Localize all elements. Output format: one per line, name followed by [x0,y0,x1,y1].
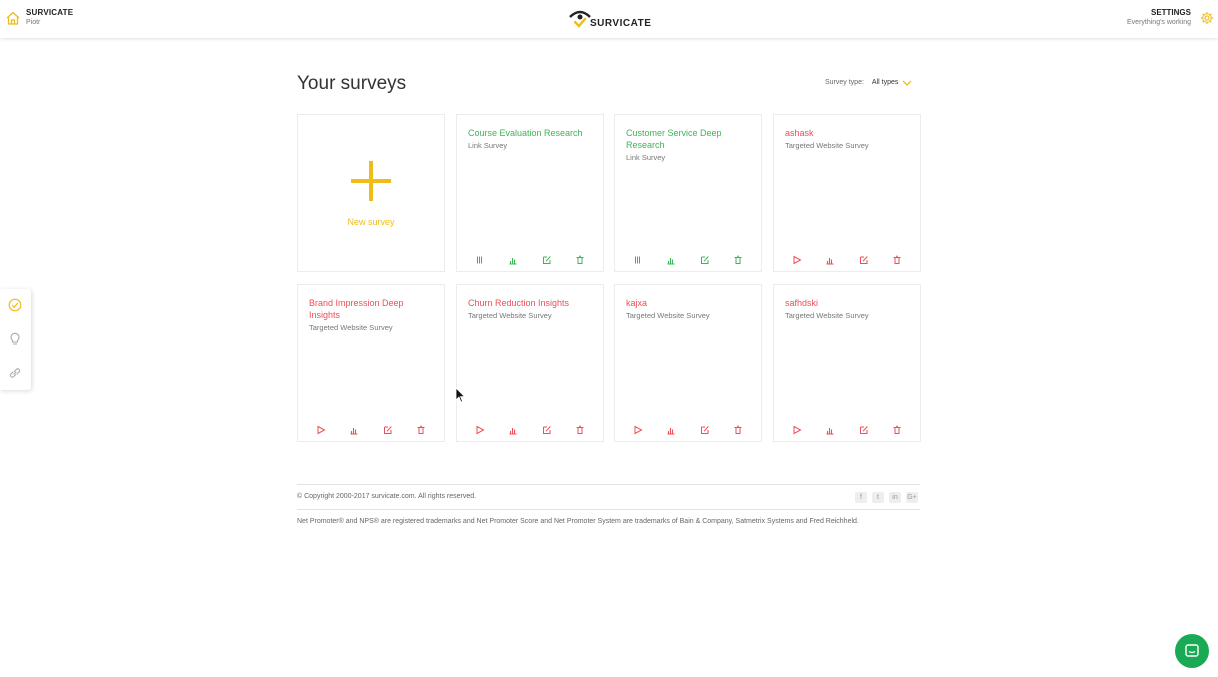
check-circle-icon[interactable] [8,298,22,312]
stats-button[interactable] [666,255,676,265]
survey-type: Targeted Website Survey [309,323,393,332]
home-icon[interactable] [5,10,21,26]
stats-icon [666,255,676,265]
edit-icon [700,255,710,265]
survey-title[interactable]: Brand Impression Deep Insights [309,298,404,320]
survey-actions [298,425,444,435]
pause-icon [633,255,643,265]
play-button[interactable] [475,425,485,435]
play-icon [475,425,485,435]
pause-button[interactable] [633,255,643,265]
user-name: Piotr [26,19,41,26]
chevron-down-icon [902,80,912,86]
survey-card[interactable] [614,114,762,272]
survey-type-filter [825,79,912,86]
facebook-icon[interactable]: f [855,492,867,503]
logo-text: SURVICATE [590,18,652,29]
social-links [855,492,918,503]
survey-type: Link Survey [468,141,508,150]
stats-icon [349,425,359,435]
survey-title-block [785,297,913,321]
edit-button[interactable] [700,255,710,265]
trash-button[interactable] [892,255,902,265]
logo-mark-icon [568,8,592,28]
trash-icon [733,425,743,435]
edit-button[interactable] [859,425,869,435]
play-button[interactable] [792,425,802,435]
trash-button[interactable] [733,425,743,435]
survey-actions [615,255,761,265]
survey-card[interactable] [773,284,921,442]
footer-divider [297,509,920,510]
survey-card[interactable] [614,284,762,442]
play-icon [316,425,326,435]
play-icon [633,425,643,435]
survey-title[interactable]: Churn Reduction Insights [468,298,570,308]
survey-type: Targeted Website Survey [785,311,869,320]
survey-type: Targeted Website Survey [468,311,552,320]
survey-title-block [468,297,596,321]
chat-icon [1184,643,1200,659]
brand-block[interactable] [26,8,73,26]
stats-icon [508,425,518,435]
survey-type: Targeted Website Survey [626,311,710,320]
edit-icon [542,425,552,435]
survey-actions [615,425,761,435]
survey-card[interactable] [297,284,445,442]
survey-title-block [468,127,596,151]
trash-icon [575,255,585,265]
pause-icon [475,255,485,265]
play-icon [792,255,802,265]
chat-button[interactable] [1175,634,1209,668]
edit-button[interactable] [700,425,710,435]
link-icon[interactable] [8,366,22,380]
footer-divider [297,484,920,485]
edit-icon [700,425,710,435]
edit-icon [542,255,552,265]
settings-status: Everything's working [1127,19,1191,26]
top-bar [0,0,1218,38]
new-survey-label: New survey [347,217,395,227]
edit-icon [859,425,869,435]
settings-label: SETTINGS [1150,8,1191,17]
survicate-logo[interactable] [568,6,658,32]
trash-button[interactable] [733,255,743,265]
stats-icon [666,425,676,435]
linkedin-icon[interactable]: in [889,492,901,503]
filter-dropdown[interactable] [872,79,912,86]
survey-actions [457,255,603,265]
stats-button[interactable] [349,425,359,435]
filter-label: Survey type: [825,79,864,86]
trash-icon [416,425,426,435]
survey-card[interactable] [456,114,604,272]
trash-button[interactable] [575,255,585,265]
survey-title[interactable]: Customer Service Deep Research [626,128,722,150]
settings-block[interactable] [1127,8,1191,26]
edit-button[interactable] [383,425,393,435]
survey-actions [774,255,920,265]
copyright-text: © Copyright 2000-2017 survicate.com. All rights reserved. [297,493,477,500]
lightbulb-icon[interactable] [8,332,22,346]
survey-title-block [626,297,754,321]
survey-actions [457,425,603,435]
survey-card[interactable] [773,114,921,272]
trademark-text: Net Promoter® and NPS® are registered trademarks and Net Promoter Score and Net Promoter System are trademarks of Bain & Company, Satmetrix Systems and Fred Reichheld. [297,518,859,525]
survey-title-block [626,127,754,163]
plus-icon [351,161,391,201]
brand-name: SURVICATE [26,8,74,17]
stats-button[interactable] [508,425,518,435]
trash-icon [733,255,743,265]
page-title: Your surveys [297,73,407,94]
survey-card[interactable] [456,284,604,442]
pause-button[interactable] [475,255,485,265]
edit-icon [383,425,393,435]
edit-button[interactable] [542,255,552,265]
trash-button[interactable] [416,425,426,435]
play-icon [792,425,802,435]
survey-actions [774,425,920,435]
stats-button[interactable] [825,255,835,265]
survey-title-block [309,297,437,333]
survey-type: Link Survey [626,153,666,162]
survey-title-block [785,127,913,151]
edit-icon [859,255,869,265]
stats-icon [825,255,835,265]
survey-title[interactable]: ashask [785,128,814,138]
trash-icon [575,425,585,435]
mouse-cursor-icon [455,387,465,403]
trash-icon [892,255,902,265]
stats-button[interactable] [508,255,518,265]
left-rail [0,289,31,390]
twitter-icon[interactable]: t [872,492,884,503]
edit-button[interactable] [542,425,552,435]
trash-icon [892,425,902,435]
survey-title[interactable]: Course Evaluation Research [468,128,583,138]
play-button[interactable] [792,255,802,265]
trash-button[interactable] [575,425,585,435]
stats-icon [508,255,518,265]
filter-value: All types [871,79,899,86]
survey-type: Targeted Website Survey [785,141,869,150]
gear-icon[interactable] [1200,11,1214,25]
stats-button[interactable] [666,425,676,435]
play-button[interactable] [633,425,643,435]
edit-button[interactable] [859,255,869,265]
new-survey-card[interactable] [297,114,445,272]
play-button[interactable] [316,425,326,435]
trash-button[interactable] [892,425,902,435]
stats-button[interactable] [825,425,835,435]
survey-title[interactable]: kajxa [626,298,648,308]
survey-title[interactable]: safhdski [785,298,819,308]
googleplus-icon[interactable]: G+ [907,494,917,501]
stats-icon [825,425,835,435]
